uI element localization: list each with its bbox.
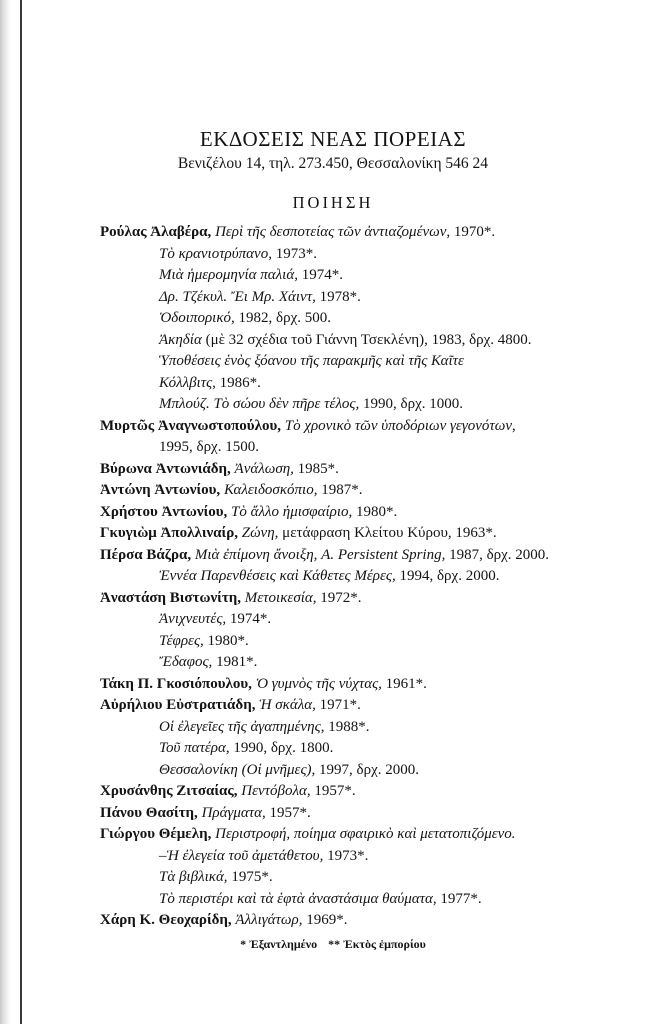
entry-details: 1980*. xyxy=(356,503,398,520)
catalog-entry xyxy=(100,308,570,330)
entry-title: Ζώνη, xyxy=(241,525,279,541)
entry-details: 1997, δρχ. 2000. xyxy=(319,761,419,778)
catalog-entry xyxy=(100,803,570,825)
entry-details: (μὲ 32 σχέδια τοῦ Γιάννη Τσεκλένη), 1983, δρχ. 4800. xyxy=(205,331,532,348)
catalog-line xyxy=(100,351,570,373)
catalog-line xyxy=(100,910,570,932)
entry-title: Ἀκηδία xyxy=(159,331,202,348)
entry-details: 1957*. xyxy=(314,783,356,799)
entry-author: Ρούλας Ἀλαβέρα, xyxy=(100,224,212,240)
catalog-entry xyxy=(100,824,570,846)
entry-title: Δρ. Τζέκυλ. Ἔι Μρ. Χάιντ, xyxy=(159,288,316,305)
catalog-line xyxy=(100,717,570,739)
entry-details: μετάφραση Κλείτου Κύρου, 1963*. xyxy=(282,525,497,541)
page-binding-shadow xyxy=(0,0,11,1024)
catalog-line xyxy=(100,566,570,588)
catalog-entry xyxy=(100,566,570,588)
catalog-entry xyxy=(100,846,570,868)
catalog-entry xyxy=(100,222,570,244)
catalog-entry xyxy=(100,502,570,524)
entry-details: 1973*. xyxy=(275,245,317,262)
footnote-not-for-sale: ** Ἐκτὸς ἐμπορίου xyxy=(328,937,426,951)
entry-title: Πεντόβολα, xyxy=(241,783,311,799)
catalog-entry xyxy=(100,781,570,803)
entry-details: 1973*. xyxy=(327,847,369,864)
catalog-entry xyxy=(100,717,570,739)
entry-details: 1985*. xyxy=(297,460,339,477)
poetry-catalog xyxy=(100,222,570,932)
catalog-line xyxy=(100,308,570,330)
entry-details: 1974*. xyxy=(301,267,343,283)
catalog-line xyxy=(100,609,570,631)
entry-title: Μιὰ ἐπίμονη ἄνοιξη, A. Persistent Spring, xyxy=(194,546,446,563)
catalog-entry xyxy=(100,265,570,287)
catalog-line xyxy=(100,846,570,868)
catalog-entry xyxy=(100,738,570,760)
publisher-heading: ΕΚΔΟΣΕΙΣ ΝΕΑΣ ΠΟΡΕΙΑΣ xyxy=(199,127,467,151)
entry-title: Περὶ τῆς δεσποτείας τῶν ἀντιαζομένων, xyxy=(215,224,451,240)
entry-author: Πάνου Θασίτη, xyxy=(100,804,198,821)
catalog-entry xyxy=(100,652,570,674)
entry-details-continued: 1995, δρχ. 1500. xyxy=(159,439,259,455)
catalog-entry xyxy=(100,416,570,459)
entry-details: 1975*. xyxy=(231,869,273,885)
entry-author: Χρυσάνθης Ζιτσαίας, xyxy=(100,783,238,799)
catalog-entry xyxy=(100,330,570,352)
entry-details: 1957*. xyxy=(269,804,311,821)
catalog-line xyxy=(100,889,570,911)
entry-title: Ἀνιχνευτές, xyxy=(159,611,227,627)
entry-author: Γκυγιὼμ Ἀπολλιναίρ, xyxy=(100,525,238,541)
entry-title: Ὑποθέσεις ἑνὸς ξόανου τῆς παρακμῆς καὶ τῆς Καῖτε xyxy=(159,353,464,369)
catalog-line xyxy=(100,631,570,653)
entry-details: 1961*. xyxy=(385,675,427,692)
catalog-entry xyxy=(100,867,570,889)
entry-details: 1981*. xyxy=(216,654,258,670)
catalog-entry xyxy=(100,631,570,653)
entry-title: Ἔδαφος, xyxy=(159,654,213,670)
catalog-line xyxy=(100,674,570,696)
catalog-line xyxy=(100,523,570,545)
entry-title: Ὁ γυμνὸς τῆς νύχτας, xyxy=(255,675,382,692)
entry-details: 1969*. xyxy=(306,912,348,928)
entry-author: Μυρτῶς Ἀναγνωστοπούλου, xyxy=(100,417,281,434)
catalog-line xyxy=(100,738,570,760)
entry-details: 1987, δρχ. 2000. xyxy=(449,546,550,563)
entry-details: 1990, δρχ. 1800. xyxy=(233,740,334,756)
catalog-entry xyxy=(100,287,570,309)
catalog-line xyxy=(100,287,570,309)
entry-details: 1982, δρχ. 500. xyxy=(238,310,331,326)
catalog-line xyxy=(100,416,570,438)
catalog-entry xyxy=(100,394,570,416)
entry-title: Περιστροφή, ποίημα σφαιρικὸ καὶ μετατοπιζόμενο. xyxy=(215,826,516,842)
catalog-entry xyxy=(100,760,570,782)
entry-title: Τὸ κρανιοτρύπανο, xyxy=(159,245,272,262)
entry-details: 1994, δρχ. 2000. xyxy=(399,568,500,584)
catalog-line xyxy=(100,695,570,717)
entry-details: 1971*. xyxy=(319,697,361,713)
entry-title: Ἀλλιγάτωρ, xyxy=(235,912,303,928)
entry-title: Μετοικεσία, xyxy=(244,589,317,606)
entry-details: 1977*. xyxy=(440,890,482,907)
entry-details: 1980*. xyxy=(207,632,249,649)
catalog-line xyxy=(100,480,570,502)
page-binding-line xyxy=(20,0,22,1024)
footnote xyxy=(0,937,666,952)
entry-title: Οἱ ἐλεγεῖες τῆς ἀγαπημένης, xyxy=(159,718,325,735)
entry-title: Ὁδοιπορικό, xyxy=(159,310,235,326)
catalog-line xyxy=(100,760,570,782)
catalog-entry xyxy=(100,244,570,266)
entry-title: Ἀνάλωση, xyxy=(234,460,294,477)
entry-title: Ἡ σκάλα, xyxy=(259,697,316,713)
catalog-line-continued xyxy=(100,373,570,395)
catalog-line xyxy=(100,652,570,674)
entry-details: 1972*. xyxy=(320,589,362,606)
catalog-line xyxy=(100,330,570,352)
catalog-entry xyxy=(100,351,570,394)
catalog-line xyxy=(100,244,570,266)
catalog-entry xyxy=(100,910,570,932)
entry-author: Αὐρήλιου Εὐστρατιάδη, xyxy=(100,697,256,713)
entry-author: Χρήστου Ἀντωνίου, xyxy=(100,503,228,520)
catalog-line xyxy=(100,867,570,889)
catalog-line xyxy=(100,222,570,244)
catalog-entry xyxy=(100,674,570,696)
catalog-line xyxy=(100,394,570,416)
entry-title: Τὸ περιστέρι καὶ τὰ ἑφτὰ ἀναστάσιμα θαύματα, xyxy=(159,890,437,907)
section-heading: ΠΟΙΗΣΗ xyxy=(292,193,374,212)
entry-title: Τὸ ἄλλο ἡμισφαίριο, xyxy=(231,503,353,520)
entry-author: Γιώργου Θέμελη, xyxy=(100,826,212,842)
catalog-line xyxy=(100,502,570,524)
entry-title: Θεσσαλονίκη (Οἱ μνῆμες), xyxy=(159,761,316,778)
catalog-entry xyxy=(100,695,570,717)
entry-author: Ἀντώνη Ἀντωνίου, xyxy=(100,482,221,498)
entry-title: Μιὰ ἡμερομηνία παλιά, xyxy=(159,267,298,283)
catalog-line xyxy=(100,781,570,803)
entry-title: Ἐννέα Παρενθέσεις καὶ Κάθετες Μέρες, xyxy=(159,568,396,584)
entry-details: 1978*. xyxy=(319,288,361,305)
entry-author: Χάρη Κ. Θεοχαρίδη, xyxy=(100,912,232,928)
entry-author: Πέρσα Βάζρα, xyxy=(100,546,192,563)
catalog-entry xyxy=(100,523,570,545)
publisher-address: Βενιζέλου 14, τηλ. 273.450, Θεσσαλονίκη 546 24 xyxy=(177,155,489,172)
catalog-entry xyxy=(100,480,570,502)
entry-title: Καλειδοσκόπιο, xyxy=(223,482,318,498)
catalog-entry xyxy=(100,889,570,911)
entry-details: 1974*. xyxy=(229,611,272,627)
entry-details-continued: 1986*. xyxy=(219,374,261,391)
catalog-line xyxy=(100,265,570,287)
entry-title: Τὰ βιβλικά, xyxy=(159,869,228,885)
catalog-line-continued xyxy=(100,437,570,459)
catalog-line xyxy=(100,588,570,610)
entry-author: Ἀναστάση Βιστωνίτη, xyxy=(100,589,242,606)
entry-author: Βύρωνα Ἀντωνιάδη, xyxy=(100,460,231,477)
catalog-line xyxy=(100,824,570,846)
entry-title: Μπλούζ. Τὸ σώου δὲν πῆρε τέλος, xyxy=(159,396,360,412)
catalog-entry xyxy=(100,588,570,610)
entry-title: Τέφρες, xyxy=(159,632,204,649)
entry-details: 1970*. xyxy=(453,224,496,240)
catalog-line xyxy=(100,803,570,825)
catalog-line xyxy=(100,545,570,567)
footnote-out-of-print: * Ἐξαντλημένο xyxy=(240,937,318,951)
entry-title-continued: Κόλλβιτς, xyxy=(159,374,216,391)
entry-title: –Ἡ ἐλεγεία τοῦ ἀμετάθετου, xyxy=(159,847,324,864)
entry-author: Τάκη Π. Γκοσιόπουλου, xyxy=(100,675,252,692)
catalog-entry xyxy=(100,609,570,631)
catalog-entry xyxy=(100,545,570,567)
entry-details: 1988*. xyxy=(328,718,370,735)
entry-details: 1990, δρχ. 1000. xyxy=(363,396,463,412)
entry-title: Τὸ χρονικὸ τῶν ὑποδόριων γεγονότων, xyxy=(284,417,516,434)
entry-title: Πράγματα, xyxy=(201,804,266,821)
entry-details: 1987*. xyxy=(321,482,363,498)
entry-title: Τοῦ πατέρα, xyxy=(159,740,230,756)
catalog-line xyxy=(100,459,570,481)
catalog-entry xyxy=(100,459,570,481)
